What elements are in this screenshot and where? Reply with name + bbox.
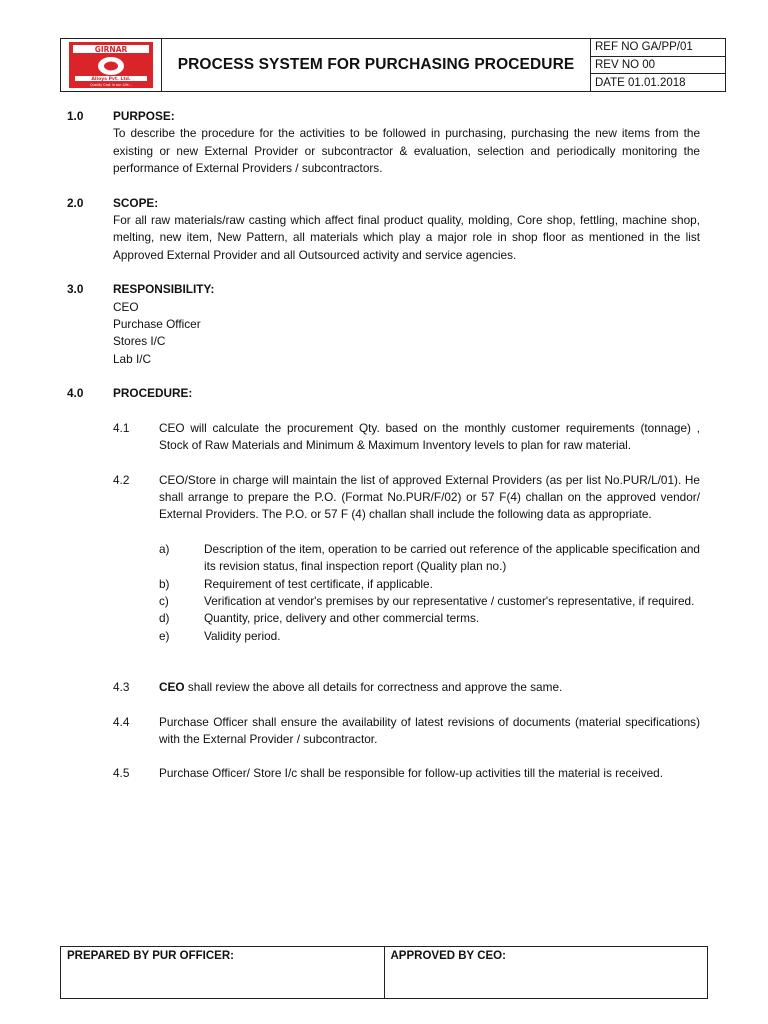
procedure-item bbox=[67, 679, 700, 696]
logo-tagline-text: Quality Cast in our Life... bbox=[89, 83, 133, 87]
prepared-by-cell: PREPARED BY PUR OFFICER: bbox=[61, 947, 385, 998]
item-number: 4.4 bbox=[113, 714, 130, 729]
item-rest-text: shall review the above all details for correctness and approve the same. bbox=[184, 680, 563, 695]
approved-by-cell: APPROVED BY CEO: bbox=[390, 950, 506, 962]
list-item bbox=[159, 541, 700, 576]
responsibility-item: Stores I/C bbox=[113, 334, 166, 349]
item-text: Purchase Officer/ Store I/c shall be responsible for follow-up activities till the material is received. bbox=[159, 766, 663, 781]
list-letter: b) bbox=[159, 576, 170, 591]
list-text: Requirement of test certificate, if applicable. bbox=[204, 576, 433, 591]
procedure-item bbox=[67, 472, 700, 646]
responsibility-item: Lab I/C bbox=[113, 351, 152, 366]
girnar-logo-icon bbox=[69, 42, 153, 88]
list-text: Description of the item, operation to be carried out reference of the applicable specification and its revision status, final inspection report (Quality plan no.) bbox=[204, 541, 700, 574]
list-letter: a) bbox=[159, 541, 170, 556]
item-bold-text: CEO bbox=[159, 680, 185, 695]
section-number: 1.0 bbox=[67, 109, 84, 123]
logo-sub-text: Alloys Pvt. Ltd. bbox=[91, 77, 131, 83]
list-item bbox=[159, 610, 700, 627]
scope-section bbox=[67, 195, 700, 265]
ref-number: REF NO GA/PP/01 bbox=[591, 39, 725, 57]
procedure-item bbox=[67, 714, 700, 749]
document-header bbox=[60, 38, 726, 92]
item-number: 4.5 bbox=[113, 766, 130, 781]
purpose-text: To describe the procedure for the activities to be followed in purchasing, purchasing the new items from the existing or new External Provider or subcontractor & evaluation, selection and periodically monitoring the performance of External Providers / subcontractors. bbox=[113, 126, 700, 176]
list-item bbox=[159, 628, 700, 645]
list-text: Validity period. bbox=[204, 628, 281, 643]
section-title: PROCEDURE: bbox=[113, 386, 193, 401]
document-meta bbox=[591, 39, 725, 91]
logo-brand-text: GIRNAR bbox=[94, 44, 128, 54]
document-date: DATE 01.01.2018 bbox=[595, 76, 686, 89]
procedure-section bbox=[67, 385, 700, 402]
list-letter: d) bbox=[159, 611, 170, 626]
list-text: Verification at vendor's premises by our representative / customer's representative, if required. bbox=[204, 593, 695, 608]
document-body bbox=[67, 108, 700, 800]
list-letter: e) bbox=[159, 628, 170, 643]
section-number: 4.0 bbox=[67, 386, 84, 401]
section-title: PURPOSE: bbox=[113, 109, 175, 123]
revision-number: REV NO 00 bbox=[591, 57, 725, 75]
section-number: 2.0 bbox=[67, 195, 84, 210]
list-item bbox=[159, 593, 700, 610]
data-requirements-list bbox=[159, 541, 700, 645]
scope-text: For all raw materials/raw casting which affect final product quality, molding, Core shop, fettling, machine shop, melting, new item, New Pattern, all materials which play a major role in shop floor as mentioned in the list Approved External Provider and all Outsourced activity and service agencies. bbox=[113, 213, 700, 262]
purpose-section bbox=[67, 108, 700, 178]
section-number: 3.0 bbox=[67, 282, 84, 297]
list-text: Quantity, price, delivery and other commercial terms. bbox=[204, 611, 480, 626]
item-number: 4.3 bbox=[113, 680, 130, 695]
signature-table bbox=[60, 946, 708, 999]
company-logo bbox=[61, 39, 162, 91]
item-text: CEO/Store in charge will maintain the list of approved External Providers (as per list No.PUR/L/01). He shall arrange to prepare the P.O. (Format No.PUR/F/02) or 57 F(4) challan on the approved vendor/ External Providers. The P.O. or 57 F (4) challan shall include the following data as appropriate. bbox=[159, 472, 700, 522]
list-item bbox=[159, 576, 700, 593]
item-text: CEO will calculate the procurement Qty. based on the monthly customer requirements (tonnage) , Stock of Raw Materials and Minimum & Maximum Inventory levels to plan for raw material. bbox=[159, 420, 700, 453]
item-text: Purchase Officer shall ensure the availability of latest revisions of documents (material specifications) with the External Provider / subcontractor. bbox=[159, 714, 700, 746]
section-title: RESPONSIBILITY: bbox=[113, 282, 215, 297]
responsibility-section bbox=[67, 281, 700, 368]
item-text bbox=[159, 679, 700, 696]
item-number: 4.1 bbox=[113, 420, 130, 435]
responsibility-item: CEO bbox=[113, 299, 139, 314]
list-letter: c) bbox=[159, 593, 169, 608]
procedure-item bbox=[67, 420, 700, 455]
section-title: SCOPE: bbox=[113, 195, 159, 210]
document-title: PROCESS SYSTEM FOR PURCHASING PROCEDURE bbox=[162, 39, 591, 91]
responsibility-list bbox=[113, 299, 700, 369]
responsibility-item: Purchase Officer bbox=[113, 317, 201, 332]
procedure-item bbox=[67, 765, 700, 782]
item-number: 4.2 bbox=[113, 472, 130, 487]
